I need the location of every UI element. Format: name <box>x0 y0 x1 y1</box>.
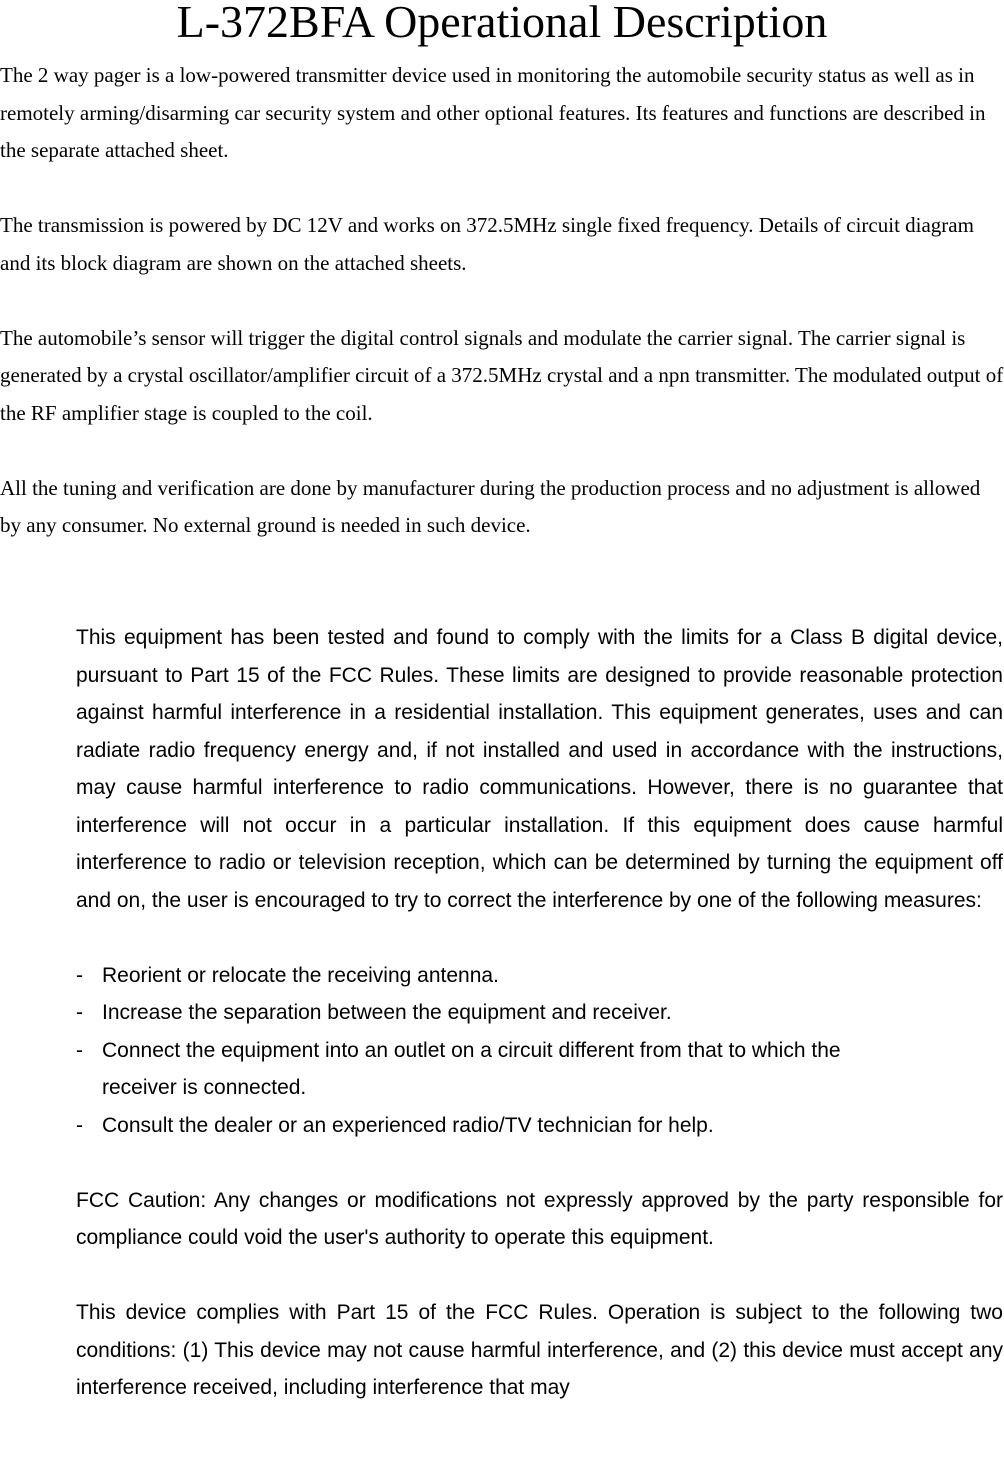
fcc-caution: FCC Caution: Any changes or modifications not expressly approved by the party responsible for compliance could void the user's authority to operate this equipment. <box>76 1188 1003 1249</box>
measures-list <box>76 957 1003 1145</box>
measure-text: Increase the separation between the equipment and receiver. <box>102 1001 672 1024</box>
operational-description <box>0 57 1004 582</box>
measure-text: Consult the dealer or an experienced radio/TV technician for help. <box>102 1113 714 1137</box>
fcc-statement: This equipment has been tested and found to comply with the limits for a Class B digital device, pursuant to Part 15 of the FCC Rules. These limits are designed to provide reasonable protection against harmful interference in a residential installation. This equipment generates, uses and can radiate radio frequency energy and, if not installed and used in accordance with the instructions, may cause harmful interference to radio communications. However, there is no guarantee that interference will not occur in a particular installation. If this equipment does cause harmful interference to radio or television reception, which can be determined by turning the equipment off and on, the user is encouraged to try to correct the interference by one of the following measures: <box>76 626 1003 912</box>
list-item <box>76 957 1003 995</box>
list-item <box>76 994 1003 1032</box>
intro-paragraph: All the tuning and verification are done by manufacturer during the production process and no adjustment is allowed by any consumer. No external ground is needed in such device. <box>0 475 981 537</box>
bullet-dash: - <box>76 1113 83 1137</box>
list-item <box>76 1107 1003 1145</box>
measure-text: Reorient or relocate the receiving antenna. <box>102 963 499 987</box>
fcc-compliance-statement: This device complies with Part 15 of the FCC Rules. Operation is subject to the following two conditions: (1) This device may not cause harmful interference, and (2) this device must accept any interference received, including interference that may <box>76 1301 1003 1399</box>
intro-paragraph: The automobile’s sensor will trigger the digital control signals and modulate the carrier signal. The carrier signal is generated by a crystal oscillator/amplifier circuit of a 372.5MHz crystal and a npn transmitter. The modulated output of the RF amplifier stage is coupled to the coil. <box>0 325 1004 425</box>
measure-text: Connect the equipment into an outlet on a circuit different from that to which the receiver is connected. <box>102 1038 841 1099</box>
bullet-dash: - <box>76 1001 83 1024</box>
document-title: L-372BFA Operational Description <box>176 0 828 47</box>
intro-paragraph: The transmission is powered by DC 12V and works on 372.5MHz single fixed frequency. Details of circuit diagram and its block diagram are shown on the attached sheets. <box>0 213 974 275</box>
fcc-statement-section <box>76 619 1003 1444</box>
list-item <box>76 1032 1003 1107</box>
intro-paragraph: The 2 way pager is a low-powered transmitter device used in monitoring the automobile security status as well as in remotely arming/disarming car security system and other optional features. Its features and functions are described in the separate attached sheet. <box>0 63 986 162</box>
bullet-dash: - <box>76 963 83 987</box>
bullet-dash: - <box>76 1038 83 1062</box>
